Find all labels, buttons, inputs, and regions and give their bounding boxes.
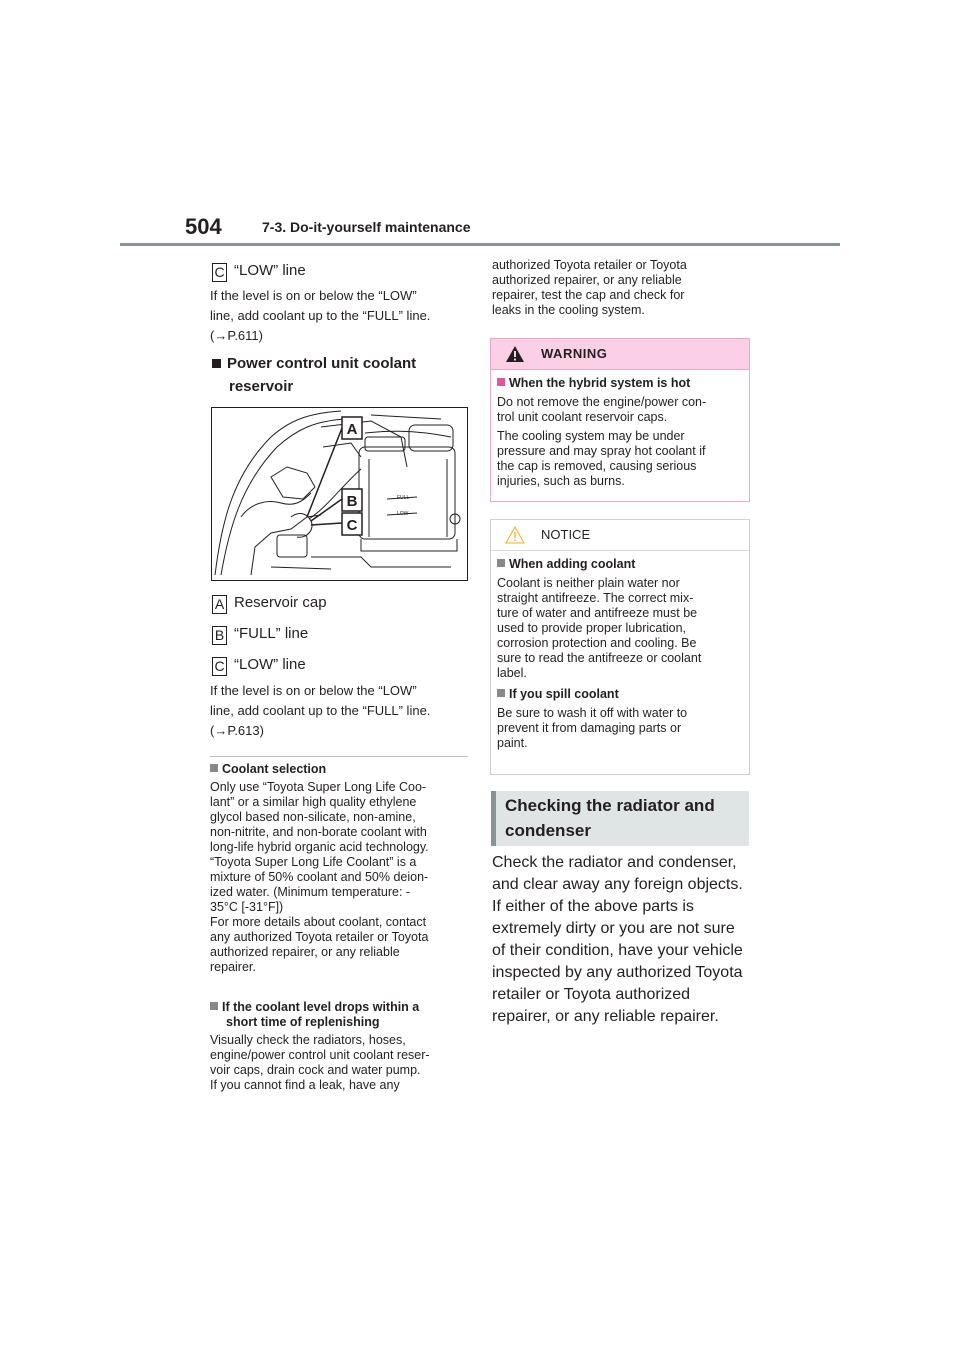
header-divider: [120, 243, 840, 246]
low-line-description: If the level is on or below the “LOW” line, add coolant up to the “FULL” line. (→P.611): [210, 288, 431, 343]
level-drops-title: If the coolant level drops within a: [210, 1000, 472, 1015]
low-mark-text: LOW: [397, 511, 409, 517]
callout-letter-b: B: [346, 493, 358, 510]
reservoir-illustration: [211, 407, 468, 581]
bullet-square: [212, 359, 221, 368]
legend-label: Reservoir cap: [234, 594, 327, 611]
legend-label: “FULL” line: [234, 625, 309, 642]
page-number: 504: [185, 214, 222, 239]
warning-triangle-icon: [505, 345, 525, 363]
bullet-square: [497, 689, 505, 697]
warning-title: WARNING: [541, 346, 608, 361]
full-mark-text: FULL: [397, 495, 410, 501]
warning-body: When the hybrid system is hot Do not remove the engine/power con- trol unit coolant reservoir caps. The cooling system may be under pressure and may spray hot coolant if the cap is removed, causing serious injuries, such as burns.: [491, 370, 749, 489]
callout-badge-b: B: [212, 626, 227, 645]
low-line-description-2: If the level is on or below the “LOW” line, add coolant up to the “FULL” line. (→P.613): [210, 683, 431, 738]
radiator-heading: Checking the radiator and condenser: [505, 796, 715, 840]
warning-box: [490, 338, 750, 502]
callout-badge-c: C: [212, 657, 227, 676]
radiator-text: Check the radiator and condenser, and clear away any foreign objects. If either of the above parts is extremely dirty or you are not sure of their condition, have your vehicle inspected by any authorized Toyota retailer or Toyota authorized repairer, or any reliable repairer.: [492, 854, 743, 1025]
legend-label: “LOW” line: [234, 656, 306, 673]
callout-badge-a: A: [212, 595, 227, 614]
notice-subtitle-2: If you spill coolant: [497, 687, 743, 702]
notice-subtitle-1: When adding coolant: [497, 557, 743, 572]
level-drops-section: If the coolant level drops within a short time of replenishing Visually check the radiators, hoses, engine/power control unit coolant reser- voir caps, drain cock and water pump. If you cannot find a leak, have any: [210, 1000, 472, 1093]
notice-body: When adding coolant Coolant is neither plain water nor straight antifreeze. The correct mix- ture of water and antifreeze must be used to provide proper lubrication, corrosion protection and cooling. Be sure to read the antifreeze or coolant label. If you spill coolant Be sure to wash it off with water to prevent it from damaging parts or paint.: [491, 551, 749, 751]
bullet-square: [497, 378, 505, 386]
section-title: 7-3. Do-it-yourself maintenance: [262, 219, 471, 235]
callout-letter-c: C: [346, 517, 358, 534]
callout-badge-c: C: [212, 263, 227, 282]
warning-header: [491, 339, 749, 370]
bullet-square: [210, 1002, 218, 1010]
callout-letter-a: A: [346, 421, 358, 438]
legend-label: “LOW” line: [234, 262, 306, 279]
notice-header: [491, 520, 749, 551]
warning-subtitle: When the hybrid system is hot: [497, 376, 743, 391]
bullet-square: [497, 559, 505, 567]
radiator-heading-box: [491, 791, 749, 846]
coolant-selection-section: Coolant selection Only use “Toyota Super Long Life Coo- lant” or a similar high quality ethylene glycol based non-silicate, non-amine, non-nitrite, and non-borate coolant with long-life hybrid organic acid technology. “Toyota Super Long Life Coolant” is a mixture of 50% coolant and 50% deion- ized water. (Minimum temperature: - 35°C [-31°F]) For more details about coolant, contact any authorized Toyota retailer or Toyota authorized repairer, or any reliable repairer.: [210, 762, 472, 975]
notice-box: [490, 519, 750, 775]
bullet-square: [210, 764, 218, 772]
section-divider: [210, 756, 468, 757]
notice-triangle-icon: [505, 526, 525, 544]
coolant-selection-title: Coolant selection: [210, 762, 472, 777]
notice-title: NOTICE: [541, 527, 591, 542]
pcu-heading: Power control unit coolant reservoir: [212, 352, 416, 398]
continued-text: authorized Toyota retailer or Toyota authorized repairer, or any reliable repairer, test the cap and check for leaks in the cooling system.: [492, 258, 687, 317]
